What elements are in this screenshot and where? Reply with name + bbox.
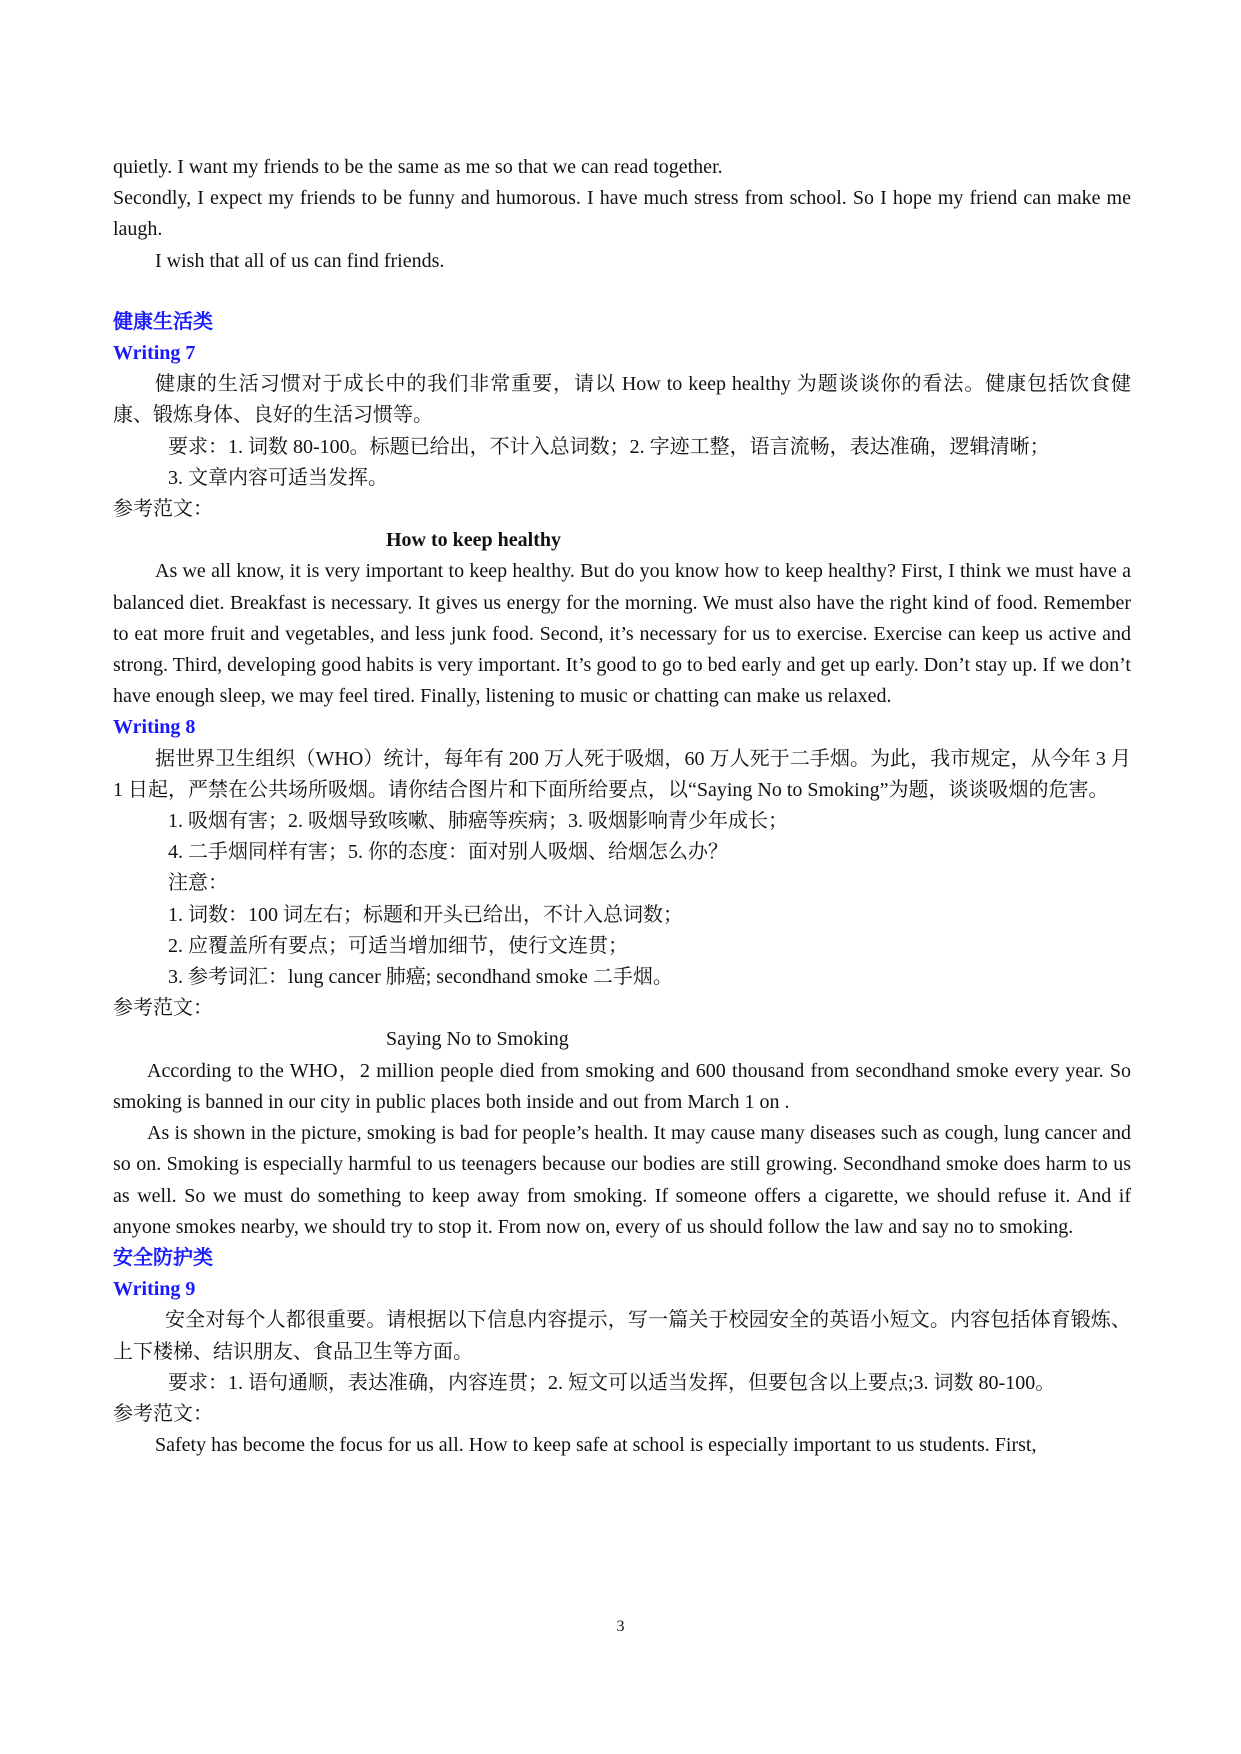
writing-8-note-label: 注意：: [168, 872, 228, 895]
section-heading-health: 健康生活类: [113, 310, 213, 333]
writing-9-prompt: 安全对每个人都很重要。请根据以下信息内容提示，写一篇关于校园安全的英语小短文。内容包括体育锻炼、上下楼梯、结识朋友、食品卫生等方面。: [113, 1309, 1131, 1363]
essay-title: How to keep healthy: [386, 529, 561, 552]
document-body: [113, 152, 1131, 1461]
writing-9-heading: Writing 9: [113, 1278, 196, 1301]
page-number: 3: [616, 1618, 625, 1635]
essay-paragraph: According to the WHO，2 million people died from smoking and 600 thousand from secondhand smoke every year. So smoking is banned in our city in public places both inside and out from March 1 on .: [113, 1059, 1131, 1113]
essay-paragraph: As is shown in the picture, smoking is bad for people’s health. It may cause many diseases such as cough, lung cancer and so on. Smoking is especially harmful to us teenagers because our bodies are still growing. Secondhand smoke does harm to us as well. So we must do something to keep away from smoking. If someone offers a cigarette, we should refuse it. And if anyone smokes nearby, we should try to stop it. From now on, every of us should follow the law and say no to smoking.: [113, 1122, 1131, 1238]
writing-8-note: 2. 应覆盖所有要点；可适当增加细节，使行文连贯；: [168, 934, 628, 957]
writing-8-note: 3. 参考词汇：lung cancer 肺癌; secondhand smoke 二手烟。: [168, 966, 673, 989]
writing-8-point: 1. 吸烟有害；2. 吸烟导致咳嗽、肺癌等疾病；3. 吸烟影响青少年成长；: [168, 810, 788, 833]
writing-7-prompt: 健康的生活习惯对于成长中的我们非常重要，请以 How to keep healthy 为题谈谈你的看法。健康包括饮食健康、锻炼身体、良好的生活习惯等。: [113, 373, 1131, 427]
reference-label: 参考范文：: [113, 498, 213, 521]
writing-9-requirement: 要求：1. 语句通顺，表达准确，内容连贯；2. 短文可以适当发挥，但要包含以上要点;3. 词数 80-100。: [168, 1371, 1056, 1394]
writing-7-heading: Writing 7: [113, 342, 196, 365]
spacer: [113, 277, 1131, 307]
writing-8-prompt: 据世界卫生组织（WHO）统计，每年有 200 万人死于吸烟，60 万人死于二手烟。为此，我市规定，从今年 3 月 1 日起，严禁在公共场所吸烟。请你结合图片和下面所给要点，以“Saying No to Smoking”为题，谈谈吸烟的危害。: [113, 747, 1131, 801]
writing-7-requirement: 3. 文章内容可适当发挥。: [168, 466, 388, 489]
section-heading-safety: 安全防护类: [113, 1246, 213, 1269]
reference-label: 参考范文：: [113, 997, 213, 1020]
reference-label: 参考范文：: [113, 1402, 213, 1425]
essay-paragraph: As we all know, it is very important to keep healthy. But do you know how to keep healthy? First, I think we must have a balanced diet. Breakfast is necessary. It gives us energy for the morning. We must also have the right kind of food. Remember to eat more fruit and vegetables, and less junk food. Second, it’s necessary for us to exercise. Exercise can keep us active and strong. Third, developing good habits is very important. It’s good to go to bed early and get up early. Don’t stay up. If we don’t have enough sleep, we may feel tired. Finally, listening to music or chatting can make us relaxed.: [113, 560, 1131, 708]
writing-8-point: 4. 二手烟同样有害；5. 你的态度：面对别人吸烟、给烟怎么办？: [168, 841, 728, 864]
writing-7-requirement: 要求：1. 词数 80-100。标题已给出，不计入总词数；2. 字迹工整，语言流畅，表达准确，逻辑清晰；: [168, 435, 1050, 458]
writing-8-note: 1. 词数：100 词左右；标题和开头已给出，不计入总词数；: [168, 903, 683, 926]
writing-8-heading: Writing 8: [113, 716, 196, 739]
paragraph: I wish that all of us can find friends.: [155, 249, 445, 272]
paragraph: Secondly, I expect my friends to be funny and humorous. I have much stress from school. So I hope my friend can make me laugh.: [113, 187, 1131, 241]
essay-paragraph: Safety has become the focus for us all. How to keep safe at school is especially important to us students. First,: [155, 1434, 1037, 1457]
paragraph: quietly. I want my friends to be the same as me so that we can read together.: [113, 156, 723, 178]
essay-title: Saying No to Smoking: [386, 1028, 569, 1051]
